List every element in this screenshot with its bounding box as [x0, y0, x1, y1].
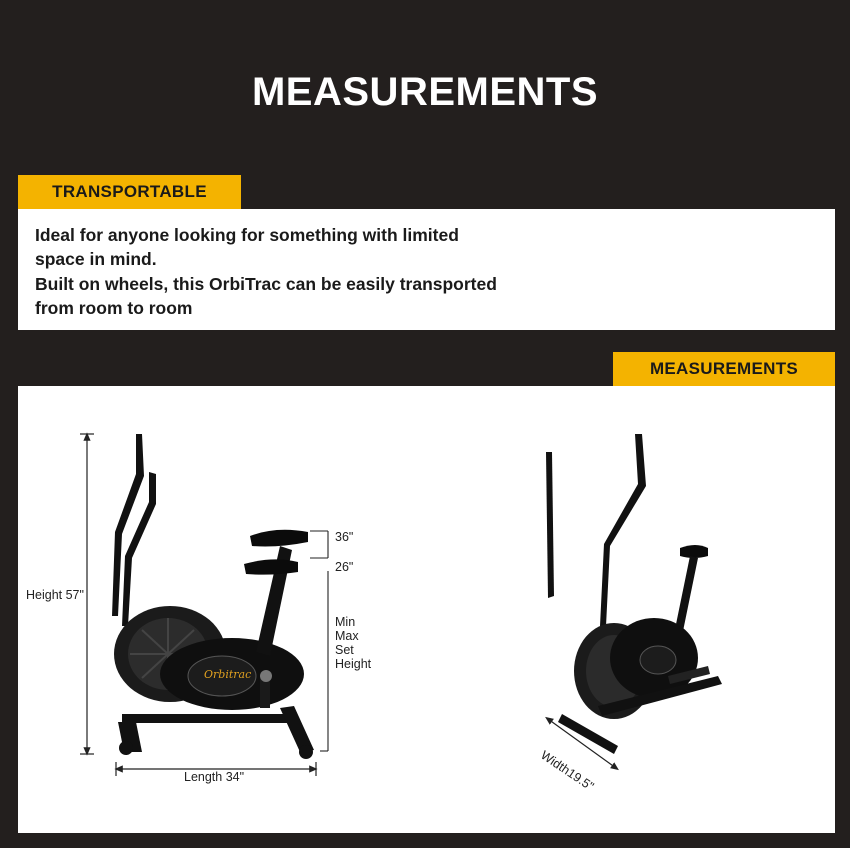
seat-height-bracket	[310, 531, 328, 751]
orbitrac-angled-view	[546, 434, 722, 754]
description-line: from room to room	[35, 297, 193, 318]
description-line: space in mind.	[35, 249, 157, 270]
description-line: Built on wheels, this OrbiTrac can be easily transported	[35, 273, 497, 294]
seat-caption-line: Set	[335, 643, 354, 657]
height-label: Height 57"	[26, 588, 84, 602]
seat-max-label: 36"	[335, 530, 354, 544]
length-label: Length 34"	[184, 770, 245, 784]
seat-caption-line: Height	[335, 657, 372, 671]
measurements-tag: MEASUREMENTS	[613, 352, 835, 386]
page-title: MEASUREMENTS	[251, 70, 599, 114]
transportable-panel	[18, 209, 835, 330]
measurement-illustration	[18, 386, 835, 833]
seat-caption-line: Min	[335, 615, 356, 629]
seat-caption-line: Max	[335, 629, 359, 643]
width-label: Width19.5"	[538, 748, 597, 794]
transportable-tag: TRANSPORTABLE	[18, 175, 241, 209]
measurements-image-panel	[18, 386, 835, 833]
description-line: Ideal for anyone looking for something with limited	[35, 225, 459, 245]
seat-min-label: 26"	[335, 560, 354, 574]
brand-logo: Orbitrac	[204, 668, 252, 681]
transportable-description	[35, 223, 555, 320]
orbitrac-side-view	[112, 434, 314, 759]
